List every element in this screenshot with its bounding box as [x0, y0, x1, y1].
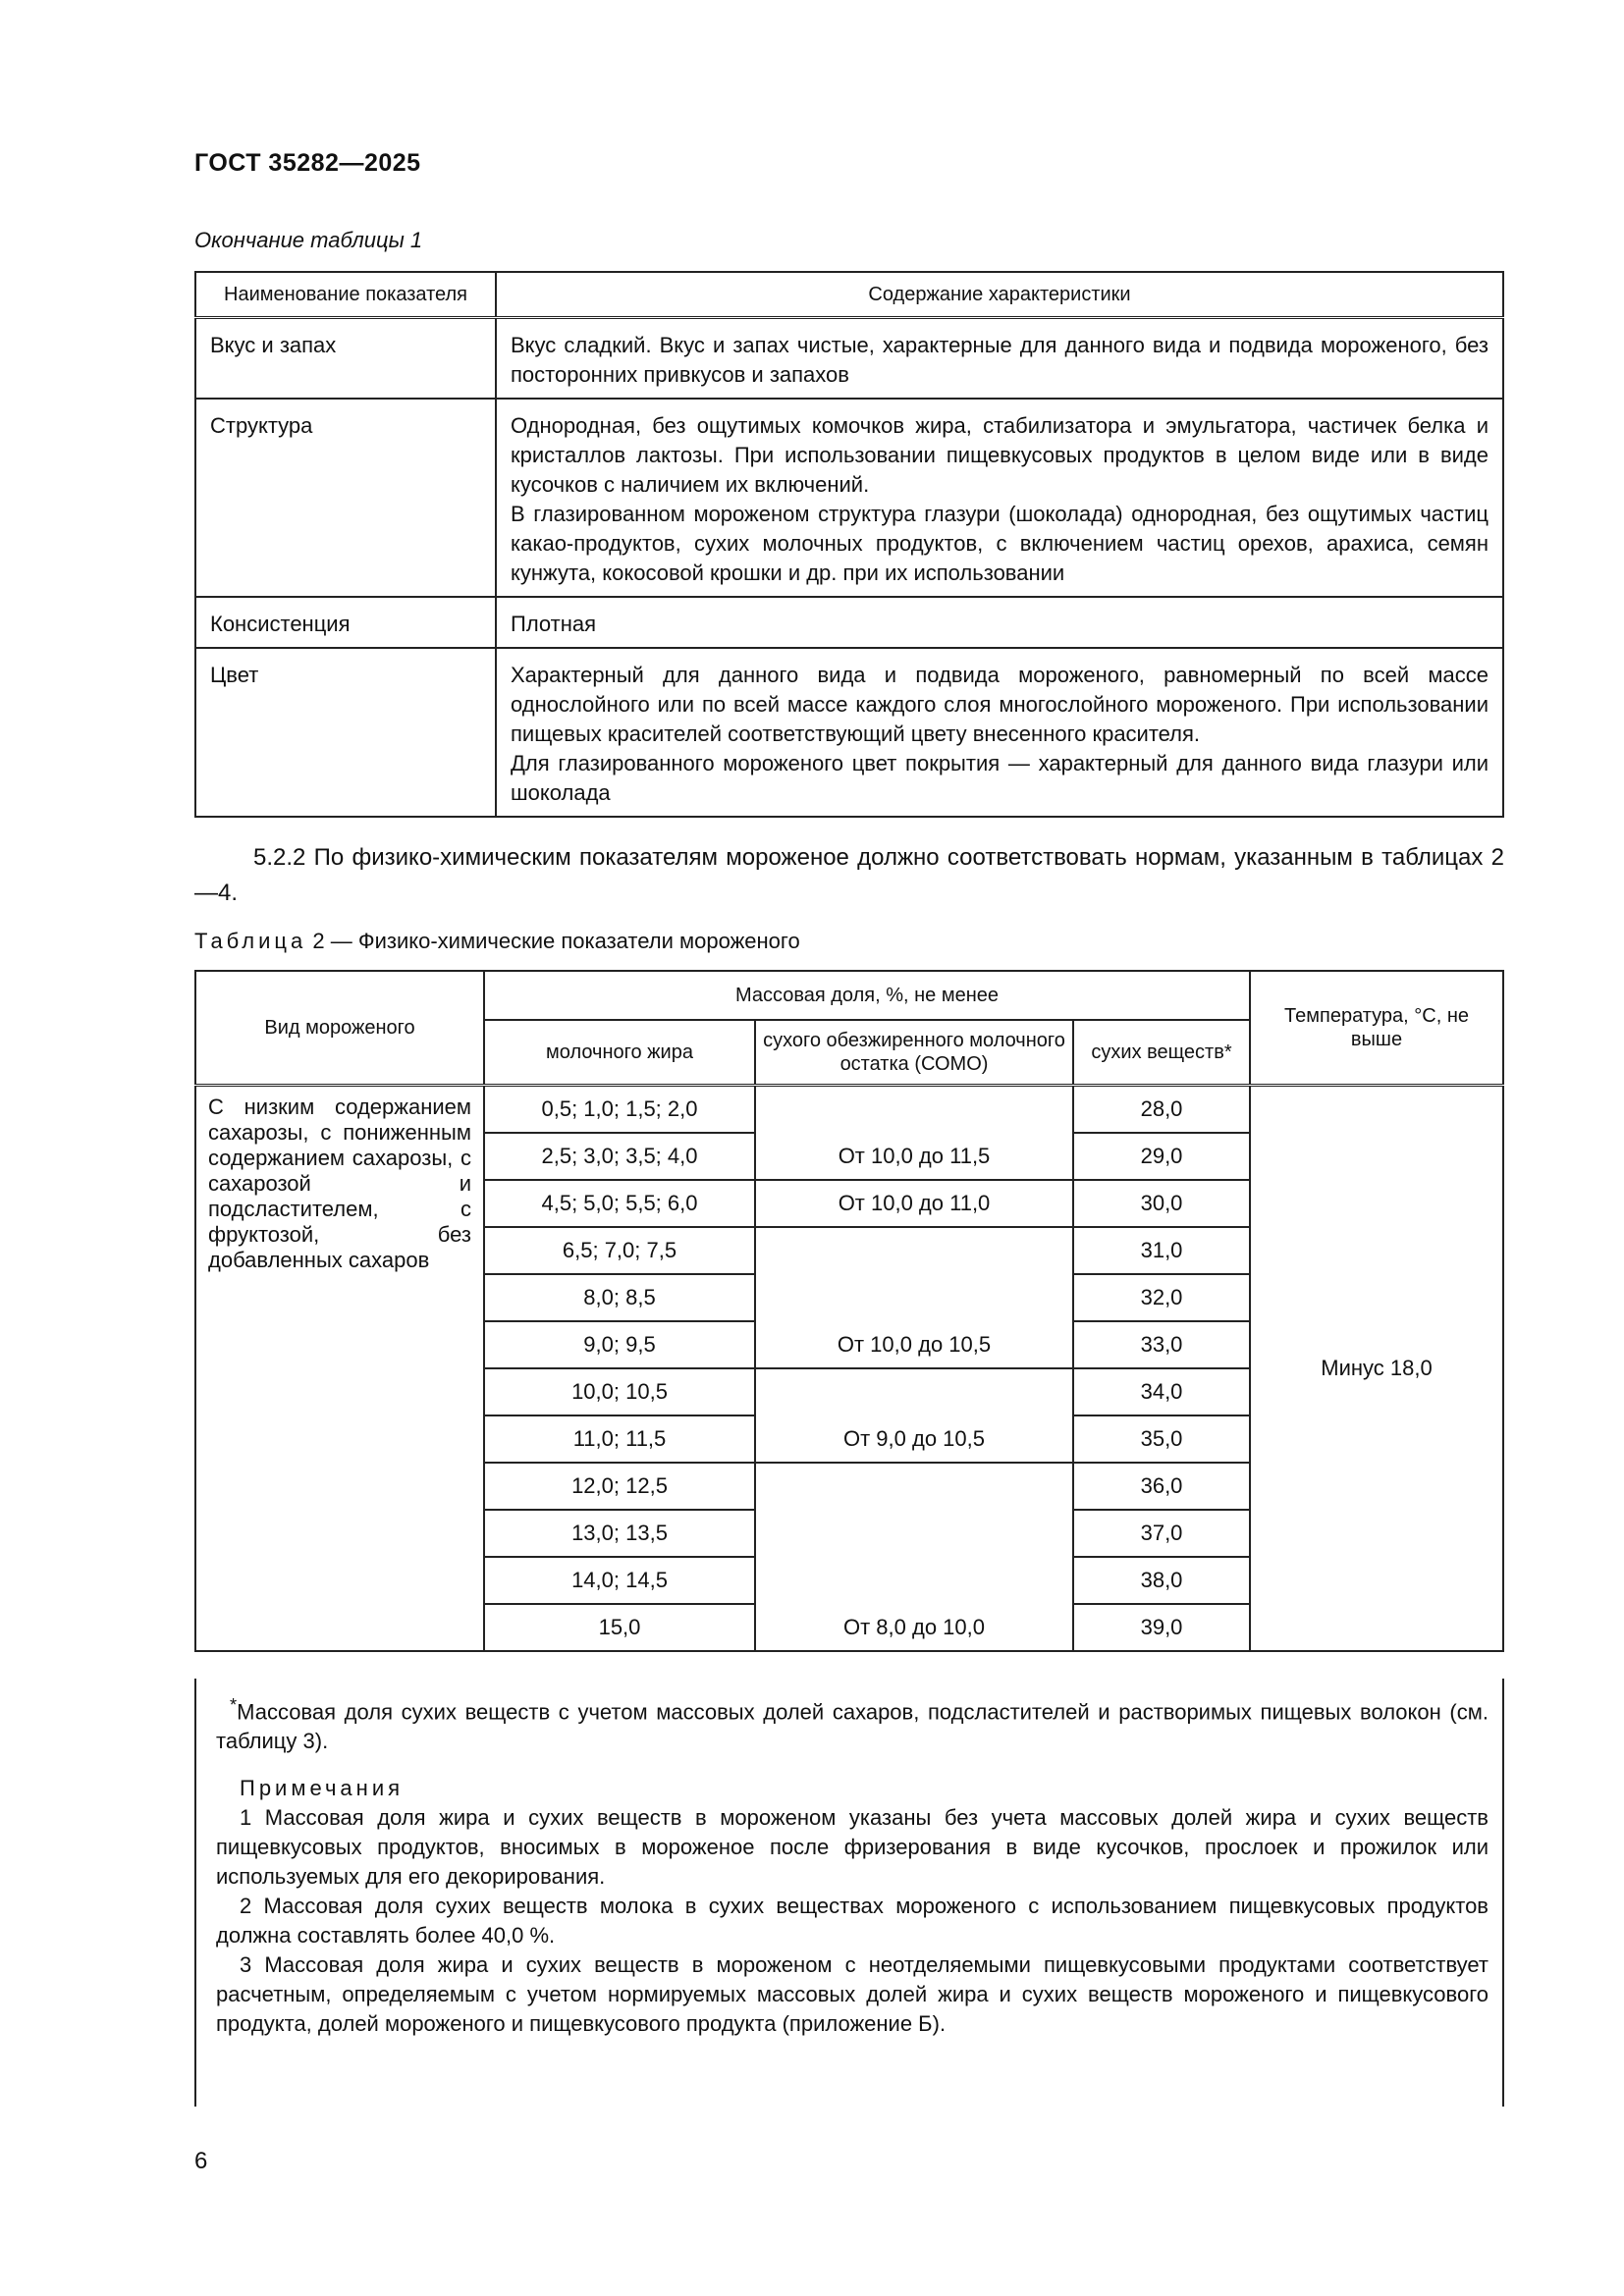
table2-header-mass: Массовая доля, %, не менее: [484, 971, 1250, 1020]
fat-cell: 8,0; 8,5: [484, 1274, 755, 1321]
table1-cell-name: Структура: [195, 399, 496, 597]
desc-paragraph: Однородная, без ощутимых комочков жира, стабилизатора и эмульгатора, частичек белка и кристаллов лактозы. При использовании пищевкусовых продуктов в целом виде или в виде кусочков с наличием их включений.: [511, 413, 1489, 497]
somo-cell: От 8,0 до 10,0: [755, 1604, 1073, 1651]
solids-cell: 31,0: [1073, 1227, 1250, 1274]
note-item: 2 Массовая доля сухих веществ молока в сухих веществах мороженого с использованием пищевкусовых продуктов должна составлять более 40,0 %.: [216, 1894, 1489, 1949]
note-item: 3 Массовая доля жира и сухих веществ в мороженом с неотделяемыми пищевкусовыми продуктами соответствует расчетным, определяемым с учетом нормируемых массовых долей жира и сухих веществ мороженого и пищевкусового продукта, долей мороженого и пищевкусового продукта (приложение Б).: [216, 1952, 1489, 2037]
table1-cell-name: Цвет: [195, 648, 496, 817]
somo-cell: От 10,0 до 11,5: [755, 1133, 1073, 1180]
somo-cell: [755, 1557, 1073, 1604]
fat-cell: 14,0; 14,5: [484, 1557, 755, 1604]
somo-cell: От 10,0 до 11,0: [755, 1180, 1073, 1227]
fat-cell: 13,0; 13,5: [484, 1510, 755, 1557]
table1-cell-desc: [496, 399, 1503, 597]
footnote-mark: *: [230, 1694, 238, 1715]
table2-header-somo: сухого обезжиренного молочного остатка (СОМО): [755, 1020, 1073, 1086]
notes-title: Примечания: [240, 1776, 405, 1801]
fat-cell: 10,0; 10,5: [484, 1368, 755, 1415]
fat-cell: 12,0; 12,5: [484, 1463, 755, 1510]
solids-cell: 29,0: [1073, 1133, 1250, 1180]
somo-cell: [755, 1086, 1073, 1134]
fat-cell: 0,5; 1,0; 1,5; 2,0: [484, 1086, 755, 1134]
table1-header-name: Наименование показателя: [195, 272, 496, 318]
table1: [194, 271, 1504, 818]
document-header: ГОСТ 35282—2025: [194, 149, 421, 177]
solids-cell: 33,0: [1073, 1321, 1250, 1368]
somo-cell: [755, 1510, 1073, 1557]
clause-5-2-2: [194, 840, 1504, 911]
solids-cell: 28,0: [1073, 1086, 1250, 1134]
somo-cell: От 10,0 до 10,5: [755, 1321, 1073, 1368]
somo-cell: [755, 1227, 1073, 1274]
desc-paragraph: В глазированном мороженом структура глазури (шоколада) однородная, без ощутимых частиц какао-продуктов, сухих молочных продуктов, с включением частиц орехов, арахиса, семян кунжута, кокосовой крошки и др. при их использовании: [511, 502, 1489, 585]
page-number: 6: [194, 2148, 208, 2174]
solids-cell: 39,0: [1073, 1604, 1250, 1651]
solids-cell: 34,0: [1073, 1368, 1250, 1415]
table1-header-content: Содержание характеристики: [496, 272, 1503, 318]
fat-cell: 15,0: [484, 1604, 755, 1651]
somo-cell: [755, 1368, 1073, 1415]
desc-paragraph: Плотная: [511, 612, 597, 636]
solids-cell: 32,0: [1073, 1274, 1250, 1321]
clause-text: 5.2.2 По физико-химическим показателям мороженое должно соответствовать нормам, указанным в таблицах 2—4.: [194, 844, 1504, 906]
table1-row-taste: [195, 318, 1503, 400]
somo-cell: От 9,0 до 10,5: [755, 1415, 1073, 1463]
footnote: [216, 1690, 1489, 1756]
table2: [194, 970, 1504, 1652]
note-item: 1 Массовая доля жира и сухих веществ в мороженом указаны без учета массовых долей жира и сухих веществ пищевкусовых продуктов, вносимых в мороженое после фризерования в виде кусочков, прослоек и прожилок или используемых для его декорирования.: [216, 1805, 1489, 1890]
solids-cell: 35,0: [1073, 1415, 1250, 1463]
table1-row-structure: [195, 399, 1503, 597]
somo-cell: [755, 1274, 1073, 1321]
table-row: [195, 1086, 1503, 1134]
table1-cell-name: Консистенция: [195, 597, 496, 648]
table2-header-fat: молочного жира: [484, 1020, 755, 1086]
table1-row-consistency: [195, 597, 1503, 648]
solids-cell: 37,0: [1073, 1510, 1250, 1557]
footnote-text: Массовая доля сухих веществ с учетом массовых долей сахаров, подсластителей и растворимых пищевых волокон (см. таблицу 3).: [216, 1699, 1489, 1754]
table1-cell-name: Вкус и запах: [195, 318, 496, 400]
solids-cell: 36,0: [1073, 1463, 1250, 1510]
somo-cell: [755, 1463, 1073, 1510]
fat-cell: 2,5; 3,0; 3,5; 4,0: [484, 1133, 755, 1180]
table2-header-row-1: [195, 971, 1503, 1020]
table2-caption-label: Таблица: [194, 929, 307, 953]
solids-cell: 38,0: [1073, 1557, 1250, 1604]
table1-cell-desc: [496, 597, 1503, 648]
table2-header-solids: сухих веществ*: [1073, 1020, 1250, 1086]
fat-cell: 11,0; 11,5: [484, 1415, 755, 1463]
table2-caption-text: 2 — Физико-химические показатели мороженого: [312, 929, 800, 953]
table1-caption: Окончание таблицы 1: [194, 228, 423, 252]
fat-cell: 6,5; 7,0; 7,5: [484, 1227, 755, 1274]
table1-header-row: [195, 272, 1503, 318]
desc-paragraph: Характерный для данного вида и подвида мороженого, равномерный по всей массе однослойного или по всей массе каждого слоя многослойного мороженого. При использовании пищевых красителей соответствующий цвету внесенного красителя.: [511, 663, 1489, 746]
table2-header-kind: Вид мороженого: [195, 971, 484, 1086]
table2-notes: [194, 1679, 1504, 2107]
table1-cell-desc: [496, 318, 1503, 400]
desc-paragraph: Вкус сладкий. Вкус и запах чистые, характерные для данного вида и подвида мороженого, без посторонних привкусов и запахов: [511, 333, 1489, 387]
table2-temp-cell: Минус 18,0: [1250, 1086, 1503, 1652]
desc-paragraph: Для глазированного мороженого цвет покрытия — характерный для данного вида глазури или шоколада: [511, 751, 1489, 805]
table2-caption: [194, 929, 800, 954]
table1-cell-desc: [496, 648, 1503, 817]
table2-kind-cell: С низким содержанием сахарозы, с пониженным содержанием сахарозы, с сахарозой и подсластителем, с фруктозой, без добавленных сахаров: [195, 1086, 484, 1652]
fat-cell: 9,0; 9,5: [484, 1321, 755, 1368]
fat-cell: 4,5; 5,0; 5,5; 6,0: [484, 1180, 755, 1227]
table1-row-color: [195, 648, 1503, 817]
solids-cell: 30,0: [1073, 1180, 1250, 1227]
table2-header-temp: Температура, °С, не выше: [1250, 971, 1503, 1086]
